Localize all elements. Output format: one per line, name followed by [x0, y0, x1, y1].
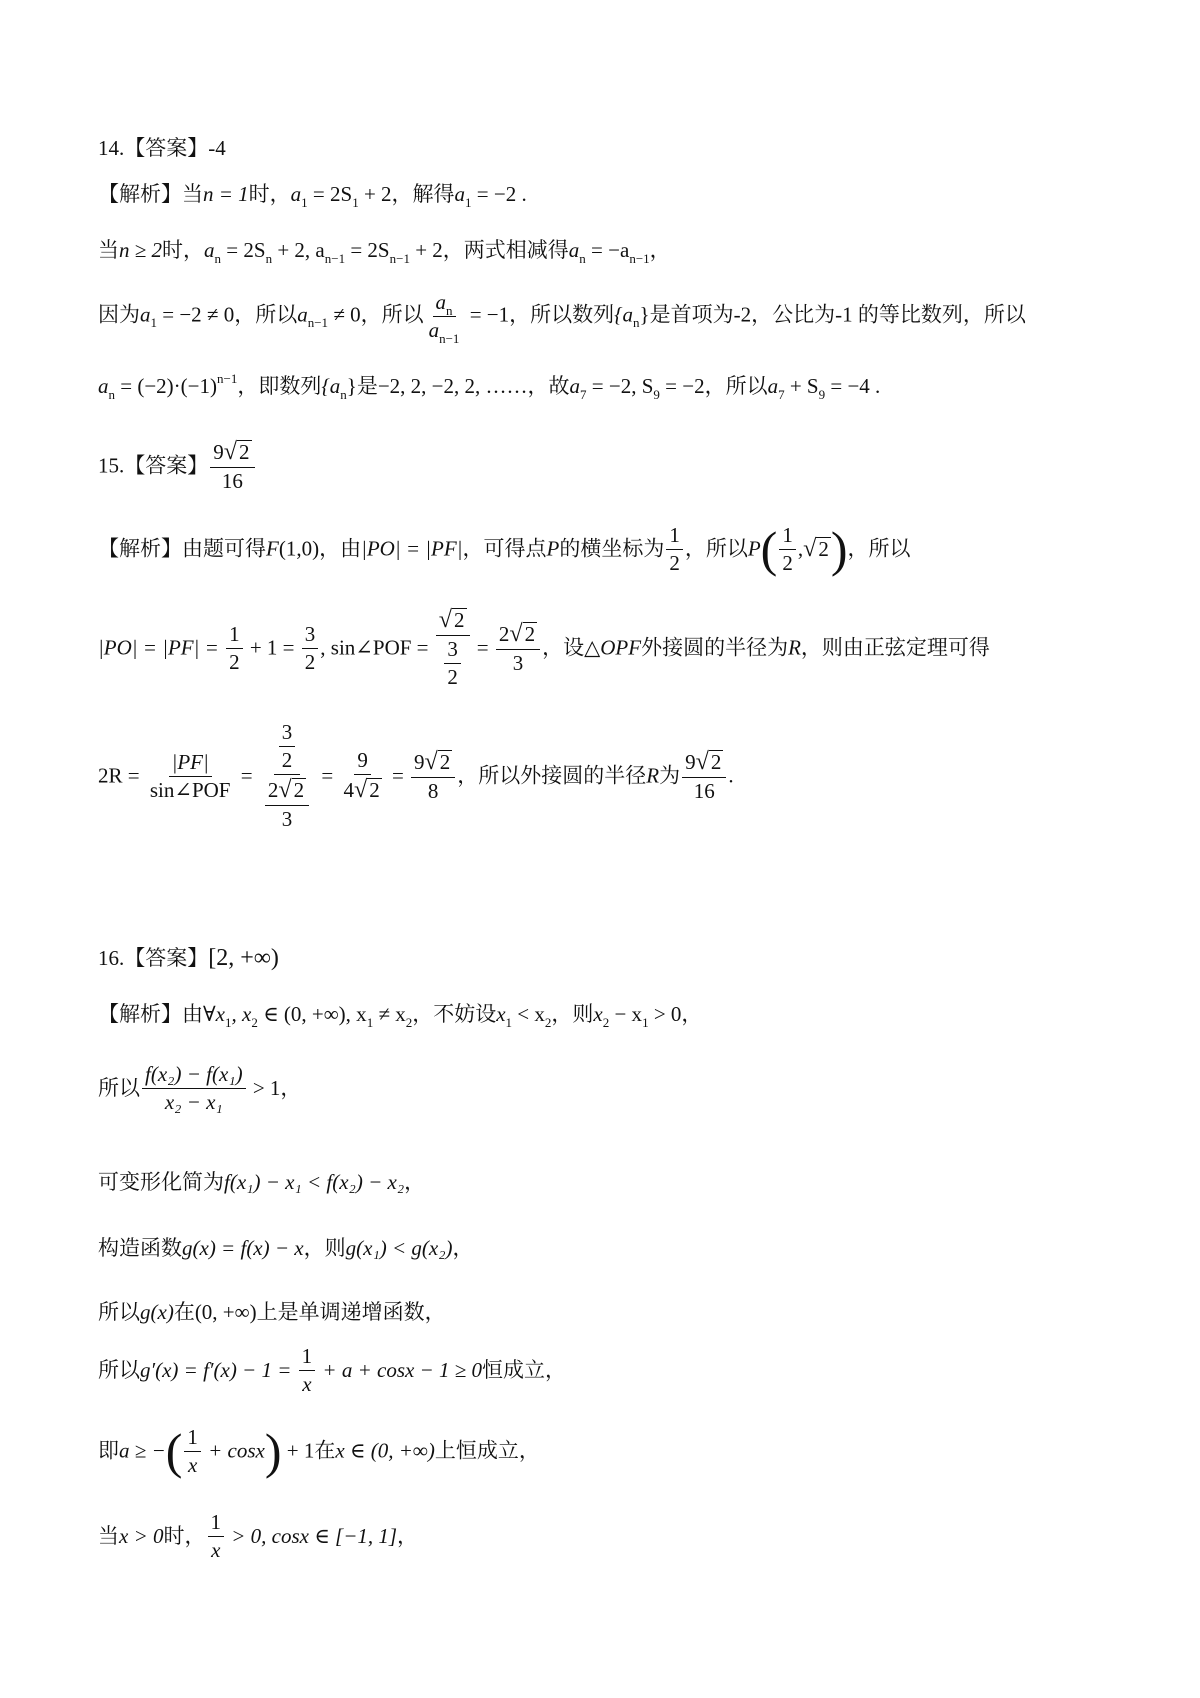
- q16-line-1: 【解析】由$\forall x_1$, $x_2$ ∈ (0, +∞), $x_1 \ne x_2$，不妨设$x_1 < x_2$，则$x_2 - x_1 > 0$，: [98, 1002, 703, 1030]
- q16-line-2: 所以 $\frac{\text{f(x₂) − f(x₁)}}{\text{x₂ − x₁}}$ > 1，: [98, 1062, 302, 1114]
- q14-line-2: 当n ≥ 2时，$a_n = 2S_n + 2$, $a_{n-1} = 2S_{n-1} + 2$，两式相减得$a_n = -a_{n-1}$，: [98, 238, 671, 266]
- q14-line-4: $a_n = (-2)\cdot(-1)^{n-1}$，即数列$\{a_n\}$是−2, 2, −2, 2, ……，故$a_7 = -2$, $S_9 = -2$，所以$a_7 + S_9 = -4$ .: [98, 371, 881, 402]
- q15-answer-fraction: 9 √ 2 16: [210, 440, 254, 492]
- q14-ratio-fraction: $\frac{a_n}{a_{n-1}}$: [428, 290, 460, 346]
- q14-line-3: 因为$a_1 = -2 \ne 0$，所以$a_{n-1} \ne 0$，所以 $\frac{a_n}{a_{n-1}}$ = −1，所以数列$\{a_n\}$是首项为-2，公比为-1 的等比数列，所以: [98, 290, 1026, 346]
- q15-line-2: |PO| = |PF| = $\frac{1}{2}$ + 1 = $\frac{3}{2}$ , sin∠POF = √ 2 $\frac{3}{2}$ = 2 √ 2 3 ，设△OPF外接圆的半径为R，则由正弦定理可得: [98, 606, 990, 690]
- q16-line-7: 即a ≥ −( $\frac{1}{x}$ + cosx) + 1在x ∈ (0, +∞)上恒成立，: [98, 1423, 540, 1479]
- q16-line-8: 当x > 0时， $\frac{1}{x}$ > 0, cosx ∈ [−1, 1]，: [98, 1510, 419, 1562]
- q16-line-6: 所以g′(x) = f′(x) − 1 = $\frac{1}{x}$ + a + cosx − 1 ≥ 0恒成立，: [98, 1344, 567, 1396]
- q16-line-3: 可变形化简为f(x₁) − x₁ < f(x₂) − x₂，: [98, 1170, 426, 1194]
- q14-line-1: 【解析】当n = 1时，$a_1 = 2S_1 + 2$，解得$a_1 = -2$ .: [98, 182, 527, 210]
- q15-heading: 15.【答案】 9 √ 2 16: [98, 440, 257, 492]
- q15-line-3: 2R = $\frac{|PF|}{\text{sin∠POF}}$ = $\frac{3}{2}$ 2 √ 2 3 = 9 4 √ 2 = 9 √ 2 8 ，所以外接圆的半径R为 9 √ 2 16 .: [98, 720, 734, 832]
- q16-line-4: 构造函数g(x) = f(x) − x，则g(x₁) < g(x₂)，: [98, 1236, 474, 1260]
- q16-answer: [2, +∞): [208, 945, 279, 971]
- q15-line-1: 【解析】由题可得F(1,0)，由|PO| = |PF|，可得点P的横坐标为 $\frac{1}{2}$ ，所以P( $\frac{1}{2}$ , √ 2 )，所以: [98, 521, 911, 577]
- q16-line-5: 所以g(x)在(0, +∞)上是单调递增函数，: [98, 1300, 446, 1324]
- q14-heading: 14.【答案】-4: [98, 136, 226, 160]
- q16-heading: 16.【答案】[2, +∞): [98, 945, 279, 971]
